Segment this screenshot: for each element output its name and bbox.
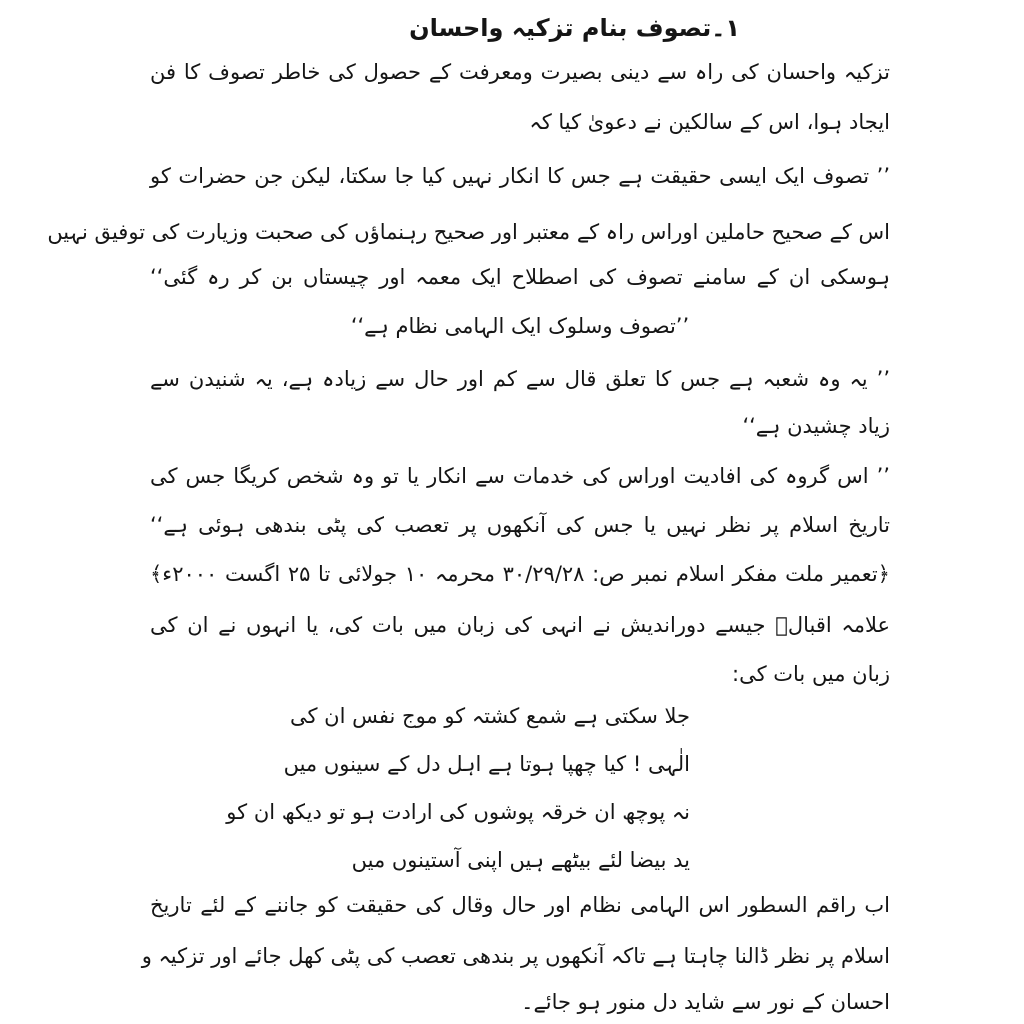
quote-line: ’’ تصوف ایک ایسی حقیقت ہے جس کا انکار نہیں کیا جا سکتا، لیکن جن حضرات کو xyxy=(150,164,890,188)
quote-line: ’’ یہ وہ شعبہ ہے جس کا تعلق قال سے کم اور حال سے زیادہ ہے، یہ شنیدن سے xyxy=(150,367,890,391)
poem-verse: ید بیضا لئے بیٹھے ہیں اپنی آستینوں میں xyxy=(351,848,690,872)
citation-line: ﴿تعمیر ملت مفکر اسلام نمبر ص: ۳۰/۲۹/۲۸ محرمہ ۱۰ جولائی تا ۲۵ اگست ۲۰۰۰ء﴾ xyxy=(150,562,890,586)
quote-line: ’’تصوف وسلوک ایک الہامی نظام ہے‘‘ xyxy=(350,314,690,338)
closing-line: اب راقم السطور اس الہامی نظام اور حال وقال کی حقیقت کو جاننے کے لئے تاریخ xyxy=(150,893,890,917)
section-title: ۱۔تصوف بنام تزکیہ واحسان xyxy=(409,14,740,42)
quote-line: ’’ اس گروہ کی افادیت اوراس کی خدمات سے انکار یا تو وہ شخص کریگا جس کی xyxy=(150,464,890,488)
quote-line: ہوسکی ان کے سامنے تصوف کی اصطلاح ایک معمہ اور چیستاں بن کر رہ گئی‘‘ xyxy=(150,265,890,289)
quote-line: زیاد چشیدن ہے‘‘ xyxy=(742,414,890,438)
poem-verse: الٰہی ! کیا چھپا ہوتا ہے اہل دل کے سینوں میں xyxy=(283,752,690,776)
paragraph-line: زبان میں بات کی: xyxy=(732,662,890,686)
poem-verse: جلا سکتی ہے شمع کشتہ کو موج نفس ان کی xyxy=(289,704,690,728)
paragraph-line: ایجاد ہوا، اس کے سالکین نے دعویٰ کیا کہ xyxy=(529,110,890,134)
closing-line: اسلام پر نظر ڈالنا چاہتا ہے تاکہ آنکھوں پر بندھی تعصب کی پٹی کھل جائے اور تزکیہ و xyxy=(141,944,890,968)
paragraph-line: تزکیہ واحسان کی راہ سے دینی بصیرت ومعرفت کے حصول کی خاطر تصوف کا فن xyxy=(150,60,890,84)
closing-line: احسان کے نور سے شاید دل منور ہو جائے۔ xyxy=(521,990,890,1014)
document-page xyxy=(47,0,890,1024)
paragraph-line: علامہ اقبالؒ جیسے دوراندیش نے انہی کی زبان میں بات کی، یا انہوں نے ان کی xyxy=(150,613,890,637)
quote-line: اس کے صحیح حاملین اوراس راہ کے معتبر اور صحیح رہنماؤں کی صحبت وزیارت کی توفیق نہیں xyxy=(47,220,890,244)
poem-verse: نہ پوچھ ان خرقہ پوشوں کی ارادت ہو تو دیکھ ان کو xyxy=(226,800,690,824)
quote-line: تاریخ اسلام پر نظر نہیں یا جس کی آنکھوں پر تعصب کی پٹی بندھی ہوئی ہے‘‘ xyxy=(150,513,890,537)
